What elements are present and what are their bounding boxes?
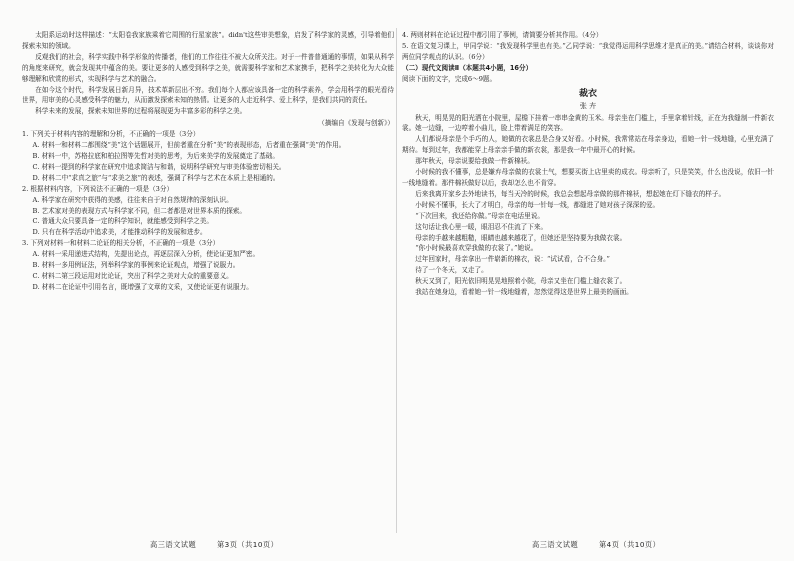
answer-option: A. 材料一和材料二都围绕“美”这个话题展开，但前者重在分析“美”的表现形态，后者重在强调“美”的作用。 <box>32 141 346 150</box>
page-3 <box>22 30 394 530</box>
question-block <box>22 129 394 184</box>
story-paragraph: 秋天，明晃晃的阳光洒在小院里，屋檐下挂着一串串金黄的玉米。母亲坐在门槛上，手里拿着针线，正在为我缝制一件新衣裳。她一边缝，一边哼着小曲儿，脸上带着满足的笑容。 <box>402 113 774 133</box>
story-paragraph: 后来我离开家乡去外地读书，每当天冷的时候，我总会想起母亲做的那件棉袄，想起她在灯下缝衣的样子。 <box>415 189 726 198</box>
passage-source: （摘编自《发现与创新》） <box>318 119 394 128</box>
answer-option: D. 只有在科学活动中追求美，才能推动科学的发展和进步。 <box>32 228 207 237</box>
question-stem: 2. 根据材料内容，下列说法不正确的一项是（3分） <box>22 184 174 193</box>
answer-option: D. 材料二在论证中引用名言，既增强了文章的文采，又使论证更有说服力。 <box>32 282 253 291</box>
footer-exam-title: 高三语文试题 <box>150 540 197 549</box>
story-paragraph: 这句话让我心里一暖，眼泪忍不住流了下来。 <box>415 222 548 231</box>
story-paragraph: 母亲的手越来越粗糙，眼睛也越来越花了，但她还是坚持要为我做衣裳。 <box>415 233 627 242</box>
answer-option: A. 材料一采用递进式结构，先提出论点，再逐层深入分析，使论证更加严密。 <box>32 250 260 259</box>
story-paragraph: 那年秋天，母亲说要给我做一件新棉袄。 <box>415 157 534 166</box>
question-stem: 4. 两则材料在论证过程中都引用了事例，请简要分析其作用。（4分） <box>402 31 603 39</box>
story-body <box>402 113 774 298</box>
section-instruction: 阅读下面的文字，完成6～9题。 <box>402 74 497 83</box>
question-block <box>402 41 774 63</box>
story-paragraph: 小时候不懂事，长大了才明白，母亲的每一针每一线，都缝进了她对孩子深深的爱。 <box>415 200 660 209</box>
answer-option: B. 艺术家对美的表现方式与科学家不同，但二者都是对世界本质的探索。 <box>32 206 246 215</box>
question-block <box>22 184 394 239</box>
story-paragraph: “你小时候最喜欢穿我做的衣裳了。”她说。 <box>415 244 538 253</box>
section-heading: （二）现代文阅读Ⅱ（本题共4小题，16分） <box>402 63 533 72</box>
story-title: 裁衣 <box>578 88 597 99</box>
question-block <box>22 238 394 293</box>
passage-paragraph: 科学未来的发展，探索未知世界的过程将展现更为丰富多彩的科学之美。 <box>35 107 247 116</box>
story-paragraph: 小时候的我不懂事，总是嫌弃母亲做的衣裳土气，想要买街上店里卖的成衣。母亲听了，只是笑笑，什么也没说，依旧一针一线地缝着。那件棉袄做好以后，我却怎么也不肯穿。 <box>402 168 774 187</box>
story-paragraph: 秋天又到了，阳光依旧明晃晃地照着小院，母亲又坐在门槛上缝衣裳了。 <box>415 277 627 286</box>
answer-option: D. 材料二中“求真之旅”与“求美之旅”的表述，强调了科学与艺术在本质上是相通的。 <box>32 173 280 182</box>
story-author: 张 卉 <box>579 101 597 110</box>
passage-paragraph: 反观我们的社会，科学实践中科学形象的传播者，他们的工作往往不被大众所关注。对于一件普普通通的事情，如果从科学的角度来研究，就会发现其中蕴含的美。要让更多的人感受到科学之美，就需要科学家和艺术家携手，把科学之美转化为大众能够理解和欣赏的形式，实现科学与艺术的融合。 <box>22 52 394 83</box>
passage-paragraph: 在如今这个时代，科学发展日新月异，技术革新层出不穷。我们每个人都应该具备一定的科学素养，学会用科学的眼光看待世界，用审美的心灵感受科学的魅力，从而激发探索未知的热情。让更多的人走近科学、爱上科学，是我们共同的责任。 <box>22 85 394 105</box>
story-paragraph: 过年回家时，母亲拿出一件崭新的棉衣，说：“试试看，合不合身。” <box>415 255 610 264</box>
answer-option: C. 材料二第三段运用对比论证，突出了科学之美对大众的重要意义。 <box>32 271 233 280</box>
footer-page-3 <box>150 540 296 550</box>
page-4 <box>402 30 774 530</box>
story-paragraph: “下次回来，我还给你做。”母亲在电话里说。 <box>415 211 544 220</box>
answer-option: C. 材料一提到的科学家在研究中追求简洁与和谐，说明科学研究与审美体验密切相关。 <box>32 162 286 171</box>
answer-option: A. 科学家在研究中获得的美感，往往来自于对自然规律的深刻认识。 <box>32 195 233 204</box>
story-paragraph: 待了一个冬天，又走了。 <box>415 266 488 275</box>
passage-continuation <box>22 30 394 117</box>
question-stem: 5. 在语文复习课上，甲同学说：“我发现科学里也有美。”乙同学说：“我觉得运用科学思维才是真正的美。”请结合材料，谈谈你对两位同学观点的认识。（6分） <box>402 41 774 61</box>
footer-exam-title: 高三语文试题 <box>532 540 579 549</box>
footer-page-number: 第4页（共10页） <box>598 540 661 549</box>
story-paragraph: 人们都说母亲是个手巧的人，她做的衣裳总是合身又好看。小时候，我常常站在母亲身边，看她一针一线地缝，心里充满了期待。每到过年，我都能穿上母亲亲手做的新衣裳，那是我一年中最开心的时候。 <box>402 135 774 155</box>
answer-option: C. 普通大众只要具备一定的科学知识，就能感受到科学之美。 <box>32 217 213 226</box>
footer-page-4 <box>532 540 678 550</box>
page-divider <box>396 28 397 533</box>
answer-option: B. 材料一多用例证法，列举科学家的事例来论证观点，增强了说服力。 <box>32 261 240 270</box>
questions-4-5 <box>402 30 774 63</box>
story-paragraph: 我站在她身边，看着她一针一线地缝着，忽然觉得这是世界上最美的画面。 <box>415 288 633 297</box>
question-block <box>402 30 774 41</box>
question-stem: 3. 下列对材料一和材料二论证的相关分析，不正确的一项是（3分） <box>22 239 220 248</box>
answer-option: B. 材料一中，苏格拉底和柏拉图等先哲对美的思考，为后来美学的发展奠定了基础。 <box>32 151 279 160</box>
questions-1-3 <box>22 129 394 293</box>
footer-page-number: 第3页（共10页） <box>216 540 279 549</box>
question-stem: 1. 下列关于材料内容的理解和分析，不正确的一项是（3分） <box>22 130 200 139</box>
passage-paragraph: 太阳系运动时这样描述：“太阳卷我家族乘着它周围的行星家族”。didn't这些审美想象，启发了科学家的灵感，引导着他们探索未知的领域。 <box>22 31 394 50</box>
